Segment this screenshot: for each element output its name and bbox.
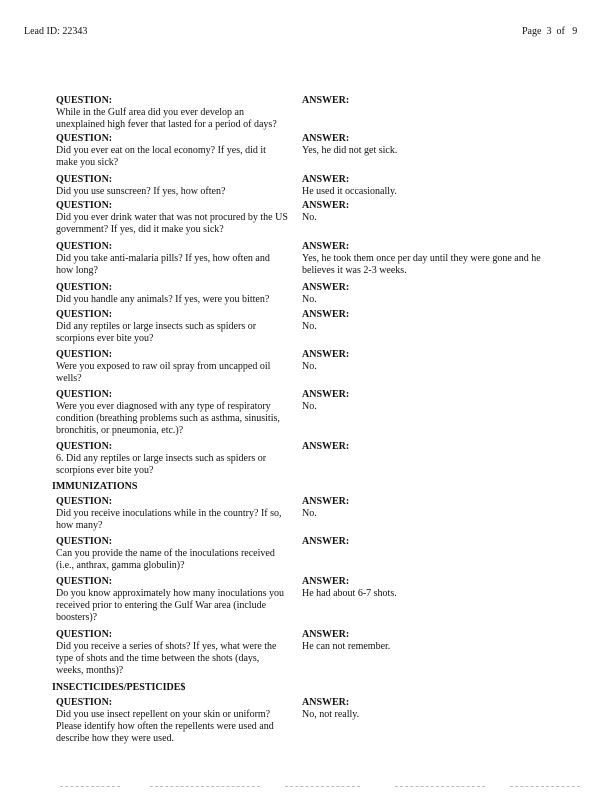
question-text: Did you take anti-malaria pills? If yes, how often and how long? [56, 253, 270, 276]
question-text: Did you ever drink water that was not procured by the US government? If yes, did it make you sick? [56, 212, 288, 235]
answer-text: No. [302, 212, 317, 223]
answer-label: ANSWER: [302, 629, 350, 640]
question-label: QUESTION: [56, 309, 113, 320]
question-label: QUESTION: [56, 241, 113, 252]
answer-text: Yes, he took them once per day until they were gone and he believes it was 2-3 weeks. [302, 253, 541, 276]
question-text: Did you receive a series of shots? If yes, what were the type of shots and the time between the shots (days, weeks, months)? [56, 641, 277, 676]
lead-id: Lead ID: 22343 [24, 26, 88, 37]
answer-label: ANSWER: [302, 389, 350, 400]
question-text: While in the Gulf area did you ever develop an unexplained high fever that lasted for a period of days? [56, 107, 277, 130]
question-label: QUESTION: [56, 200, 113, 211]
answer-label: ANSWER: [302, 441, 350, 452]
question-text: Were you ever diagnosed with any type of respiratory condition (breathing problems such as asthma, sinusitis, bronchitis, or pneumonia, etc.)? [56, 401, 280, 436]
answer-text: He can not remember. [302, 641, 391, 652]
question-text: Did you ever eat on the local economy? If yes, did it make you sick? [56, 145, 266, 168]
section-heading-immunizations: IMMUNIZATIONS [52, 481, 138, 492]
answer-label: ANSWER: [302, 133, 350, 144]
question-label: QUESTION: [56, 133, 113, 144]
question-text: Did you receive inoculations while in the country? If so, how many? [56, 508, 282, 531]
question-text: Were you exposed to raw oil spray from uncapped oil wells? [56, 361, 271, 384]
question-label: QUESTION: [56, 697, 113, 708]
answer-text: No. [302, 401, 317, 412]
question-text: Do you know approximately how many inoculations you received prior to entering the Gulf War area (include boosters)? [56, 588, 285, 623]
of-word: of [556, 26, 565, 37]
answer-text: He had about 6-7 shots. [302, 588, 397, 599]
answer-label: ANSWER: [302, 309, 350, 320]
question-text: Can you provide the name of the inoculations received (i.e., anthrax, gamma globulin)? [56, 548, 275, 571]
answer-label: ANSWER: [302, 95, 350, 106]
answer-label: ANSWER: [302, 576, 350, 587]
answer-label: ANSWER: [302, 349, 350, 360]
answer-label: ANSWER: [302, 697, 350, 708]
question-label: QUESTION: [56, 496, 113, 507]
answer-text: No, not really. [302, 709, 360, 720]
page-number: 3 [546, 26, 552, 37]
answer-text: He used it occasionally. [302, 186, 397, 197]
question-label: QUESTION: [56, 441, 113, 452]
page-total: 9 [572, 26, 578, 37]
question-text: Did any reptiles or large insects such as spiders or scorpions ever bite you? [56, 321, 257, 344]
answer-label: ANSWER: [302, 496, 350, 507]
answer-label: ANSWER: [302, 174, 350, 185]
question-label: QUESTION: [56, 349, 113, 360]
question-label: QUESTION: [56, 389, 113, 400]
question-label: QUESTION: [56, 576, 113, 587]
question-text: 6. Did any reptiles or large insects such as spiders or scorpions ever bite you? [56, 453, 267, 476]
question-text: Did you use sunscreen? If yes, how often? [56, 186, 226, 197]
footer-scan-lines [0, 786, 612, 788]
answer-text: No. [302, 508, 317, 519]
question-label: QUESTION: [56, 536, 113, 547]
answer-text: No. [302, 361, 317, 372]
question-label: QUESTION: [56, 95, 113, 106]
question-text: Did you use insect repellent on your skin or uniform? Please identify how often the repellents were used and describe how they were used. [56, 709, 274, 744]
question-text: Did you handle any animals? If yes, were you bitten? [56, 294, 270, 305]
page-indicator [522, 26, 577, 38]
answer-label: ANSWER: [302, 241, 350, 252]
question-label: QUESTION: [56, 282, 113, 293]
answer-label: ANSWER: [302, 282, 350, 293]
section-heading-insecticides: INSECTICIDES/PESTICIDE$ [52, 682, 186, 693]
answer-label: ANSWER: [302, 536, 350, 547]
question-label: QUESTION: [56, 174, 113, 185]
answer-text: Yes, he did not get sick. [302, 145, 398, 156]
answer-text: No. [302, 321, 317, 332]
answer-text: No. [302, 294, 317, 305]
answer-label: ANSWER: [302, 200, 350, 211]
page-word: Page [522, 26, 542, 37]
question-label: QUESTION: [56, 629, 113, 640]
